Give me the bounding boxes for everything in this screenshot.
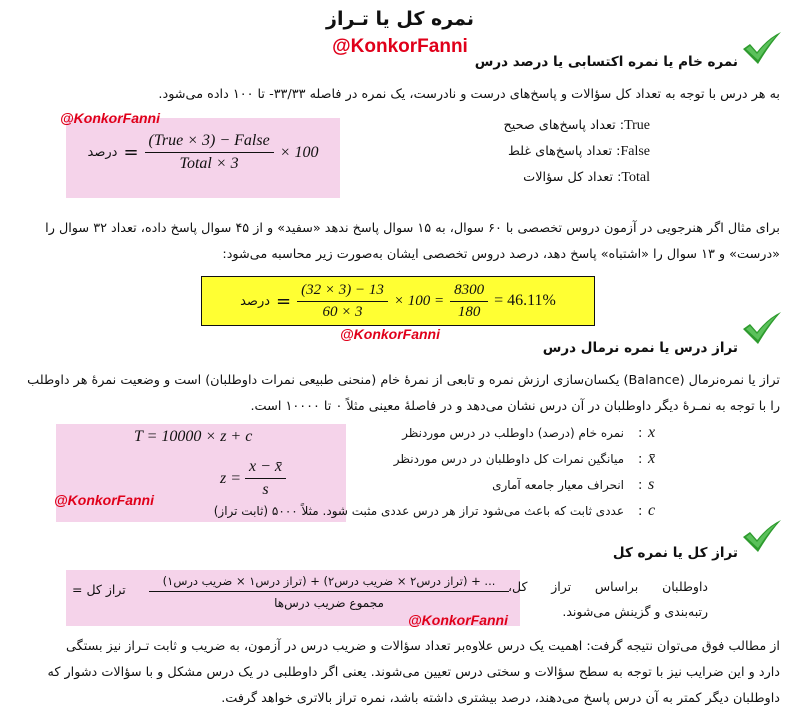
section1-intro: به هر درس با توجه به تعداد کل سؤالات و پاسخ‌های درست و نادرست، یک نمره در فاصله ۳۳/۳۳- تا ۱۰۰ داده می‌شود. [158,87,780,102]
formula-numerator: (True × 3) − False [145,132,274,153]
conclusion-line-1: از مطالب فوق می‌توان نتیجه گرفت: اهمیت یک درس علاوه‌بر تعداد سؤالات و ضریب درس در آزمون، به ضریب و ثابت تـراز نیز بستگی [66,639,780,654]
definition-list [350,118,650,196]
formula-tscore: T = 10000 × z + c [134,428,253,445]
variable-definitions: نمره خام (درصد) داوطلب در درس موردنظر میانگین نمرات کل داوطلبان در درس موردنظر انحراف معیار جامعه آماری عددی ثابت که باعث می‌شود تراز هر درس عددی مثبت شود. مثلاً ۵۰۰۰ (ثابت تراز) x x̄ s c : : : : [213,424,656,519]
checkmark-icon [740,518,784,554]
total-formula-fraction: ... + (تراز درس۲ × ضریب درس۲) + (تراز درس۱ × ضریب درس۱) مجموع ضریب درس‌ها [144,574,514,610]
watermark-handle: @KonkorFanni [60,110,160,126]
calc-lhs: درصد [240,293,271,309]
balance-para-line-2: را با توجه به نمـرهٔ دیگر داوطلبان در آن درس نشان می‌دهد و در فاصلهٔ معینی مثلاً ۰ تا ۱۰۰۰۰ است. [250,399,780,414]
formula-tail: × 100 [279,143,319,161]
var-xbar-symbol: x̄ [648,450,656,467]
var-xbar-desc: میانگین نمرات کل داوطلبان در درس موردنظر [393,452,624,466]
definition-true: True: تعداد پاسخ‌های صحیح [503,118,650,133]
section-heading-total-score: تراز کل یا نمره کل [612,545,738,561]
var-c-symbol: c [648,502,656,519]
calc-denominator: 60 × 3 [322,303,363,320]
calc-denominator-2: 180 [457,303,481,320]
total-side-note-2: رتبه‌بندی و گزینش می‌شوند. [562,604,708,619]
calc-numerator-2: 8300 [450,282,488,302]
var-x-desc: نمره خام (درصد) داوطلب در درس موردنظر [402,426,624,440]
formula-box-percent: @KonkorFanni درصد = $\frac{\text{(True × 3) − False}}{\text{Total × 3}}$ × 100 [66,118,340,198]
var-x-symbol: x [648,424,656,441]
definition-total: Total: تعداد کل سؤالات [523,170,650,185]
calculation-box: درصد = $\frac{(32 \times 3) - 13}{60 \times 3}$ × 100 = $\frac{8300}{180}$ = 46.11% [201,276,595,326]
var-s-symbol: s [648,476,655,493]
conclusion-line-3: داوطلبان دیگر کمتر به آن درس پاسخ می‌دهند، درصد بیشتری داشته باشد، نمره تراز بالاتری خواهد گرفت. [221,691,780,706]
balance-para-line-1: تراز یا نمره‌نرمال (Balance) یکسان‌سازی ارزش نمره و تابعی از نمرهٔ خام (منحنی طبیعی نمرات داوطلبان) است و وضعیت نمرهٔ هر داوطلب [27,373,780,388]
var-c-desc: عددی ثابت که باعث می‌شود تراز هر درس عددی مثبت شود. مثلاً ۵۰۰۰ (ثابت تراز) [213,504,624,518]
watermark-handle: @KonkorFanni [332,36,468,57]
total-formula-lhs: تراز کل = [72,582,126,597]
checkmark-icon [740,310,784,346]
checkmark-icon [740,30,784,66]
conclusion-line-2: دارد و این ضرایب نیز با توجه به سطح سؤالات و سختی درس تعیین می‌شوند. یعنی اگر داوطلبی در یک درس مشکل و با سؤالات دشوار که [47,665,780,680]
formula-z: z = $\frac{x - x̄}{s}$ [220,458,286,499]
page-title: نمره کل یا تـراز [326,8,474,30]
example-line-1: برای مثال اگر هنرجویی در آزمون دروس تخصصی با ۶۰ سوال، به ۱۵ سوال پاسخ ندهد «سفید» و از ۴۵ سوال پاسخ داده، تعداد ۳۲ سوال را [45,221,780,236]
calc-result: = 46.11% [494,292,556,309]
calc-multiplier: × 100 = [393,292,445,309]
watermark-handle: @KonkorFanni [54,492,154,508]
watermark-handle: @KonkorFanni [340,326,440,342]
watermark-handle: @KonkorFanni [408,612,508,628]
formula-lhs: درصد [87,145,118,160]
calc-numerator: (32 × 3) − 13 [297,282,388,302]
example-line-2: «درست» و ۱۳ سوال را «اشتباه» پاسخ دهد، درصد دروس تخصصی ایشان به‌صورت زیر محاسبه می‌شود: [222,247,780,262]
definition-false: False: تعداد پاسخ‌های غلط [508,144,650,159]
total-side-note-1: داوطلبان براساس تراز کل، [508,579,708,594]
section-heading-normal-score: تراز درس یا نمره نرمال درس [542,340,738,356]
var-s-desc: انحراف معیار جامعه آماری [492,478,624,492]
formula-denominator: Total × 3 [179,155,239,172]
section-heading-raw-score: نمره خام یا نمره اکتسابی یا درصد درس [474,54,738,70]
